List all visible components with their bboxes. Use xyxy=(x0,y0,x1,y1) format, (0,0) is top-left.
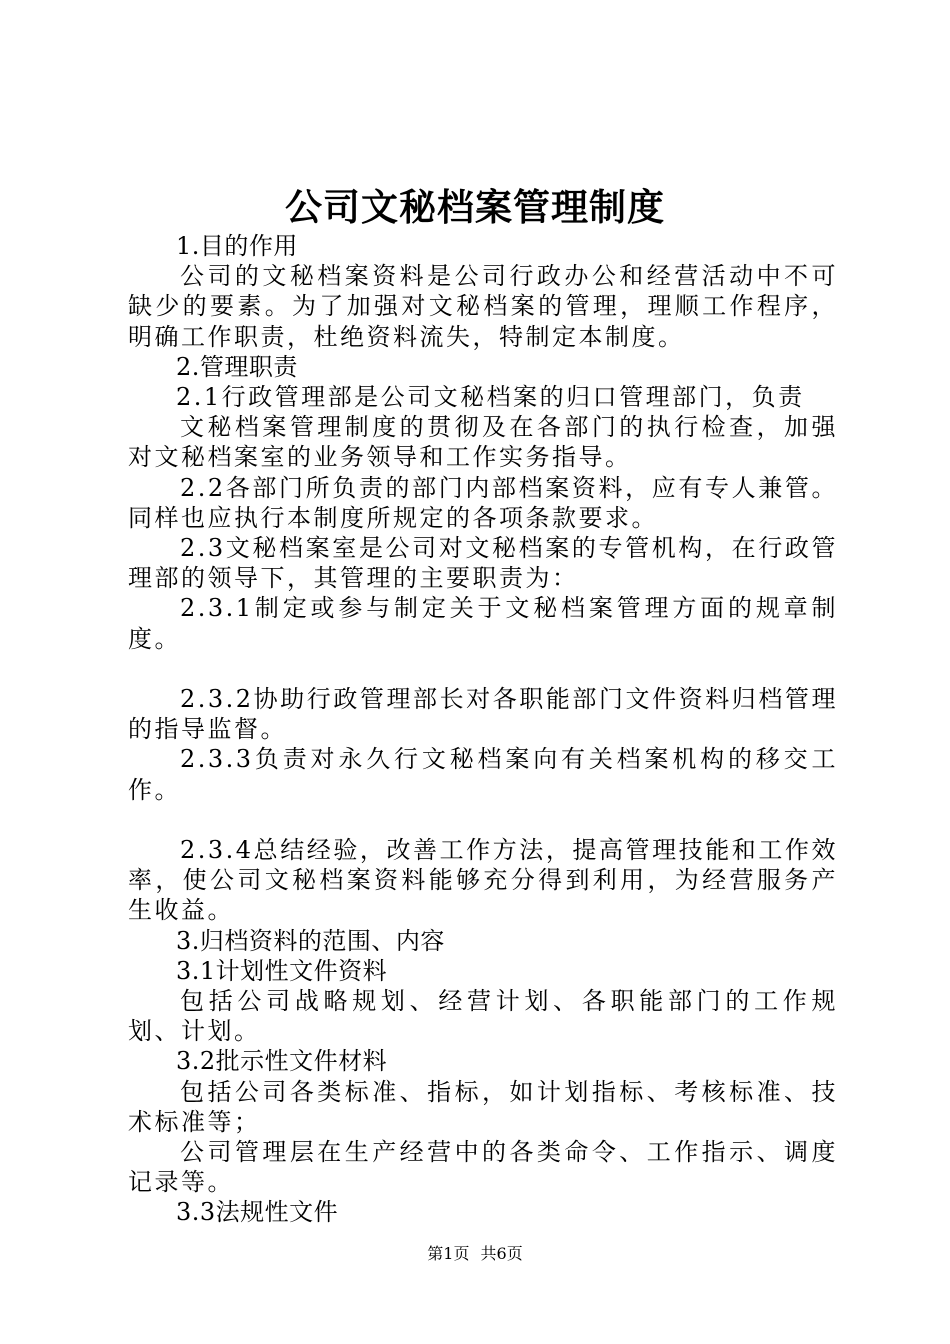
paragraph: 2.3.3负责对永久行文秘档案向有关档案机构的移交工作。 xyxy=(128,745,838,804)
paragraph: 2.1行政管理部是公司文秘档案的归口管理部门，负责 xyxy=(176,383,805,412)
subsection-heading: 3.3法规性文件 xyxy=(176,1198,339,1227)
section-heading: 3.归档资料的范围、内容 xyxy=(176,926,445,955)
paragraph: 公司的文秘档案资料是公司行政办公和经营活动中不可缺少的要素。为了加强对文秘档案的管理，理顺工作程序，明确工作职责，杜绝资料流失，特制定本制度。 xyxy=(128,262,838,351)
blank-line xyxy=(128,805,838,835)
section-heading: 1.目的作用 xyxy=(176,232,298,260)
page-footer xyxy=(0,1243,950,1265)
paragraph: 2.3.1制定或参与制定关于文秘档案管理方面的规章制度。 xyxy=(128,594,838,653)
blank-line xyxy=(128,654,838,684)
paragraph: 包括公司战略规划、经营计划、各职能部门的工作规划、计划。 xyxy=(128,987,838,1046)
document-body xyxy=(128,231,838,1228)
page-number: 第1页 xyxy=(427,1244,470,1263)
paragraph: 文秘档案管理制度的贯彻及在各部门的执行检查，加强对文秘档案室的业务领导和工作实务指导。 xyxy=(128,413,838,472)
paragraph: 2.3.4总结经验，改善工作方法，提高管理技能和工作效率，使公司文秘档案资料能够充分得到利用，为经营服务产生收益。 xyxy=(128,836,838,925)
paragraph: 2.3文秘档案室是公司对文秘档案的专管机构，在行政管理部的领导下，其管理的主要职责为： xyxy=(128,534,838,593)
paragraph: 2.2各部门所负责的部门内部档案资料，应有专人兼管。同样也应执行本制度所规定的各项条款要求。 xyxy=(128,473,838,532)
paragraph: 公司管理层在生产经营中的各类命令、工作指示、调度记录等。 xyxy=(128,1138,838,1197)
document-title: 公司文秘档案管理制度 xyxy=(285,185,665,229)
section-heading: 2.管理职责 xyxy=(176,352,298,381)
paragraph: 包括公司各类标准、指标，如计划指标、考核标准、技术标准等； xyxy=(128,1077,838,1136)
page-total: 共6页 xyxy=(480,1244,523,1263)
subsection-heading: 3.1计划性文件资料 xyxy=(176,956,388,985)
paragraph: 2.3.2协助行政管理部长对各职能部门文件资料归档管理的指导监督。 xyxy=(128,685,838,744)
subsection-heading: 3.2批示性文件材料 xyxy=(176,1047,388,1076)
